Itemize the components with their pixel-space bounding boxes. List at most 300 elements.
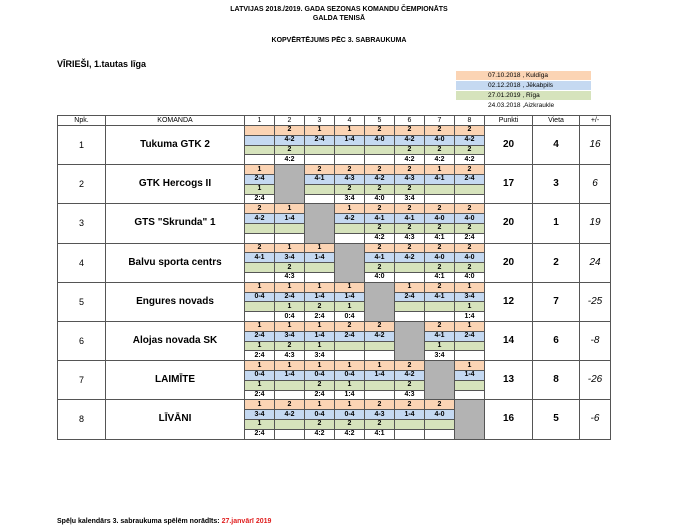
match-cell (245, 145, 275, 155)
column-header: 6 (395, 116, 425, 126)
match-cell: 1 (305, 126, 335, 136)
team-points: 16 (485, 400, 533, 439)
match-cell (245, 233, 275, 243)
match-cell: 1-4 (305, 292, 335, 302)
self-match-cell (425, 361, 455, 400)
match-cell (305, 155, 335, 165)
match-cell: 0-4 (335, 410, 365, 420)
match-cell: 4-2 (335, 214, 365, 224)
match-cell: 3:4 (425, 351, 455, 361)
league-label: VĪRIEŠI, 1.tautas līga (57, 59, 147, 69)
match-cell: 1 (395, 282, 425, 292)
championship-title: LATVIJAS 2018./2019. GADA SEZONAS KOMANDU ČEMPIONĀTS (230, 6, 448, 13)
match-cell: 1 (455, 321, 485, 331)
match-cell: 3-4 (455, 292, 485, 302)
match-cell: 2 (365, 126, 395, 136)
match-cell (365, 155, 395, 165)
match-cell: 1 (335, 126, 365, 136)
match-cell: 2 (395, 243, 425, 253)
match-cell: 2 (425, 400, 455, 410)
match-cell: 0-4 (305, 370, 335, 380)
match-cell: 1 (455, 302, 485, 312)
match-cell: 0:4 (335, 312, 365, 322)
match-cell (365, 380, 395, 390)
match-cell: 1-4 (305, 253, 335, 263)
match-cell (305, 184, 335, 194)
match-cell: 4-3 (395, 174, 425, 184)
match-cell: 4:2 (275, 155, 305, 165)
team-diff: 6 (580, 165, 611, 204)
team-diff: 16 (580, 126, 611, 165)
match-cell: 3-4 (275, 331, 305, 341)
match-cell: 0-4 (305, 410, 335, 420)
match-cell (245, 223, 275, 233)
match-cell: 4-1 (365, 214, 395, 224)
match-cell: 2 (455, 223, 485, 233)
match-cell (455, 390, 485, 400)
team-points: 14 (485, 321, 533, 360)
match-cell: 2 (395, 145, 425, 155)
match-cell (275, 429, 305, 439)
match-cell (305, 272, 335, 282)
match-cell: 1 (335, 302, 365, 312)
team-place: 1 (533, 204, 580, 243)
match-cell: 2:4 (245, 390, 275, 400)
team-number: 4 (58, 243, 106, 282)
match-cell: 4:2 (335, 429, 365, 439)
team-place: 6 (533, 321, 580, 360)
match-cell (425, 302, 455, 312)
self-match-cell (455, 400, 485, 439)
match-cell: 4-2 (365, 174, 395, 184)
self-match-cell (305, 204, 335, 243)
match-cell: 4-2 (455, 135, 485, 145)
column-header: 2 (275, 116, 305, 126)
legend-item-aizkraukle: 24.03.2018 ,Aizkraukle (456, 101, 592, 111)
team-number: 3 (58, 204, 106, 243)
match-cell (365, 390, 395, 400)
team-name: Tukuma GTK 2 (106, 126, 245, 165)
match-cell (395, 419, 425, 429)
match-cell (245, 272, 275, 282)
match-cell: 2 (365, 321, 395, 331)
match-cell: 2 (275, 341, 305, 351)
match-cell: 1-4 (305, 331, 335, 341)
match-cell: 4-1 (365, 253, 395, 263)
match-cell: 4:1 (425, 272, 455, 282)
match-cell: 1:4 (335, 390, 365, 400)
match-cell: 2 (425, 282, 455, 292)
match-cell: 2 (275, 126, 305, 136)
match-cell: 2 (305, 380, 335, 390)
match-cell: 4-0 (425, 253, 455, 263)
match-cell: 1 (335, 282, 365, 292)
match-cell: 1 (245, 419, 275, 429)
match-cell: 2 (395, 184, 425, 194)
match-cell (425, 184, 455, 194)
column-header: 3 (305, 116, 335, 126)
match-cell: 2 (365, 243, 395, 253)
legend-item-jekabpils: 02.12.2018 , Jēkabpils (456, 81, 592, 91)
match-cell: 1 (305, 400, 335, 410)
match-cell: 4-0 (425, 214, 455, 224)
column-header: Npk. (58, 116, 106, 126)
column-header: 7 (425, 116, 455, 126)
team-name: LĪVĀNI (106, 400, 245, 439)
legend-item-kuldiga: 07.10.2018 , Kuldīga (456, 71, 592, 81)
footer-date: 27.janvārī 2019 (221, 518, 272, 525)
match-cell: 1 (305, 341, 335, 351)
match-cell: 1-4 (275, 214, 305, 224)
match-cell (335, 341, 365, 351)
match-cell: 1 (305, 361, 335, 371)
match-cell: 4-1 (395, 214, 425, 224)
team-points: 20 (485, 204, 533, 243)
match-cell: 2 (335, 321, 365, 331)
match-cell: 4:3 (395, 390, 425, 400)
column-header: +/- (580, 116, 611, 126)
match-cell: 4:0 (365, 272, 395, 282)
match-cell: 2 (245, 243, 275, 253)
match-cell: 2 (455, 204, 485, 214)
team-number: 2 (58, 165, 106, 204)
match-cell: 2 (425, 223, 455, 233)
self-match-cell (395, 321, 425, 360)
match-cell (365, 145, 395, 155)
match-cell: 4:0 (455, 272, 485, 282)
table-row (58, 282, 611, 292)
match-cell: 2-4 (245, 331, 275, 341)
match-cell: 1-4 (455, 370, 485, 380)
match-cell: 1 (275, 321, 305, 331)
team-place: 2 (533, 243, 580, 282)
match-cell: 1 (305, 282, 335, 292)
match-cell: 1 (245, 282, 275, 292)
match-cell: 1 (335, 361, 365, 371)
team-place: 7 (533, 282, 580, 321)
team-number: 5 (58, 282, 106, 321)
match-cell: 1 (275, 243, 305, 253)
match-cell: 2:4 (305, 390, 335, 400)
match-cell: 2-4 (305, 135, 335, 145)
column-header: Vieta (533, 116, 580, 126)
team-number: 6 (58, 321, 106, 360)
table-row (58, 126, 611, 136)
match-cell (395, 302, 425, 312)
team-name: GTS "Skrunda" 1 (106, 204, 245, 243)
match-cell: 2:4 (245, 351, 275, 361)
match-cell: 1 (275, 361, 305, 371)
match-cell: 2 (455, 263, 485, 273)
match-cell: 2 (455, 243, 485, 253)
match-cell: 1 (425, 341, 455, 351)
match-cell: 4-2 (245, 214, 275, 224)
match-cell (245, 263, 275, 273)
match-cell: 2 (335, 165, 365, 175)
match-cell: 2:4 (305, 312, 335, 322)
match-cell (365, 351, 395, 361)
match-cell: 4-2 (395, 253, 425, 263)
match-cell: 2-4 (455, 331, 485, 341)
match-cell: 3-4 (245, 410, 275, 420)
header-row (58, 116, 611, 126)
match-cell: 4:0 (365, 194, 395, 204)
match-cell: 1 (245, 165, 275, 175)
match-cell (245, 312, 275, 322)
match-cell: 1 (335, 400, 365, 410)
match-cell (365, 341, 395, 351)
match-cell (335, 155, 365, 165)
match-cell: 2 (305, 419, 335, 429)
match-cell: 2-4 (335, 331, 365, 341)
team-place: 5 (533, 400, 580, 439)
match-cell: 2 (365, 204, 395, 214)
table-row (58, 321, 611, 331)
match-cell: 2 (365, 419, 395, 429)
match-cell: 2 (305, 302, 335, 312)
match-cell: 0-4 (245, 370, 275, 380)
team-diff: -8 (580, 321, 611, 360)
table-row (58, 361, 611, 371)
match-cell: 4-1 (425, 292, 455, 302)
match-cell: 2 (455, 145, 485, 155)
match-cell: 0-4 (335, 370, 365, 380)
match-cell: 2 (425, 263, 455, 273)
match-cell: 2-4 (245, 174, 275, 184)
self-match-cell (275, 165, 305, 204)
match-cell: 4:3 (275, 351, 305, 361)
match-cell: 4-3 (365, 410, 395, 420)
match-cell: 4-1 (425, 331, 455, 341)
match-cell: 2-4 (395, 292, 425, 302)
match-cell (395, 429, 425, 439)
match-cell: 3:4 (395, 194, 425, 204)
match-cell (335, 351, 365, 361)
match-cell: 1 (305, 321, 335, 331)
team-points: 20 (485, 126, 533, 165)
match-cell (305, 194, 335, 204)
match-cell: 1 (275, 302, 305, 312)
team-points: 20 (485, 243, 533, 282)
team-name: Alojas novada SK (106, 321, 245, 360)
team-place: 3 (533, 165, 580, 204)
venue-legend (455, 70, 592, 111)
team-diff: 24 (580, 243, 611, 282)
match-cell: 1 (365, 361, 395, 371)
table-row (58, 165, 611, 175)
team-points: 12 (485, 282, 533, 321)
match-cell: 2 (395, 204, 425, 214)
match-cell: 4:1 (425, 233, 455, 243)
match-cell: 1 (245, 321, 275, 331)
match-cell: 1-4 (275, 370, 305, 380)
match-cell: 2:4 (245, 194, 275, 204)
match-cell (245, 155, 275, 165)
team-diff: -26 (580, 361, 611, 400)
match-cell (335, 223, 365, 233)
match-cell: 2 (275, 145, 305, 155)
team-diff: 19 (580, 204, 611, 243)
match-cell: 4-3 (335, 174, 365, 184)
match-cell: 2 (365, 223, 395, 233)
team-number: 1 (58, 126, 106, 165)
match-cell: 4-0 (425, 410, 455, 420)
team-place: 4 (533, 126, 580, 165)
match-cell (425, 312, 455, 322)
match-cell (335, 233, 365, 243)
match-cell: 2 (455, 126, 485, 136)
match-cell: 1:4 (455, 312, 485, 322)
match-cell: 1 (245, 341, 275, 351)
match-cell (275, 380, 305, 390)
match-cell: 4-0 (455, 253, 485, 263)
match-cell: 2 (425, 145, 455, 155)
match-cell: 1 (275, 204, 305, 214)
match-cell: 2 (455, 165, 485, 175)
standings-title: KOPVĒRTĒJUMS PĒC 3. SABRAUKUMA (271, 37, 407, 44)
match-cell: 1-4 (365, 370, 395, 380)
match-cell: 2 (275, 400, 305, 410)
match-cell: 2 (395, 361, 425, 371)
match-cell: 3:4 (305, 351, 335, 361)
match-cell: 1-4 (335, 292, 365, 302)
match-cell: 4-1 (425, 174, 455, 184)
match-cell: 4-0 (365, 135, 395, 145)
match-cell: 2-4 (455, 174, 485, 184)
championship-subtitle: GALDA TENISĀ (312, 15, 366, 22)
team-points: 17 (485, 165, 533, 204)
match-cell: 4-2 (365, 331, 395, 341)
match-cell (275, 233, 305, 243)
match-cell: 0:4 (275, 312, 305, 322)
standings-table (57, 115, 611, 440)
match-cell (425, 194, 455, 204)
match-cell: 2 (365, 400, 395, 410)
team-name: Balvu sporta centrs (106, 243, 245, 282)
match-cell: 2 (275, 263, 305, 273)
team-name: LAIMĪTE (106, 361, 245, 400)
match-cell (275, 390, 305, 400)
column-header: Punkti (485, 116, 533, 126)
footer-text: Spēļu kalendārs 3. sabraukuma spēlēm norādīts: (57, 518, 220, 525)
match-cell: 1-4 (335, 135, 365, 145)
column-header: 5 (365, 116, 395, 126)
match-cell (455, 351, 485, 361)
match-cell (425, 429, 455, 439)
column-header: KOMANDA (106, 116, 245, 126)
match-cell: 2 (395, 223, 425, 233)
match-cell: 2 (425, 204, 455, 214)
match-cell: 4-0 (425, 135, 455, 145)
match-cell: 1 (425, 165, 455, 175)
match-cell: 4-2 (275, 410, 305, 420)
match-cell: 4-2 (395, 135, 425, 145)
match-cell: 2 (395, 400, 425, 410)
match-cell: 1 (245, 361, 275, 371)
match-cell: 3:4 (335, 194, 365, 204)
match-cell (395, 263, 425, 273)
match-cell (395, 272, 425, 282)
match-cell: 1 (335, 204, 365, 214)
match-cell (455, 380, 485, 390)
match-cell: 1 (245, 184, 275, 194)
table-row (58, 400, 611, 410)
match-cell: 3-4 (275, 253, 305, 263)
match-cell: 2 (305, 165, 335, 175)
self-match-cell (365, 282, 395, 321)
match-cell: 1 (335, 380, 365, 390)
match-cell: 1 (455, 361, 485, 371)
table-row (58, 204, 611, 214)
match-cell (395, 312, 425, 322)
team-diff: -6 (580, 400, 611, 439)
match-cell: 4:3 (395, 233, 425, 243)
match-cell: 2 (425, 243, 455, 253)
match-cell: 4-2 (395, 370, 425, 380)
match-cell: 2 (245, 204, 275, 214)
match-cell (455, 184, 485, 194)
match-cell: 4:3 (275, 272, 305, 282)
match-cell: 1 (455, 282, 485, 292)
column-header: 4 (335, 116, 365, 126)
match-cell: 2:4 (245, 429, 275, 439)
match-cell (425, 419, 455, 429)
self-match-cell (335, 243, 365, 282)
team-points: 13 (485, 361, 533, 400)
match-cell: 2 (425, 321, 455, 331)
match-cell (305, 145, 335, 155)
match-cell: 2 (395, 126, 425, 136)
legend-item-riga: 27.01.2019 , Rīga (456, 91, 592, 101)
match-cell: 1 (305, 243, 335, 253)
team-name: Engures novads (106, 282, 245, 321)
match-cell: 4:2 (365, 233, 395, 243)
match-cell: 1 (245, 400, 275, 410)
match-cell: 4-1 (245, 253, 275, 263)
match-cell (455, 341, 485, 351)
match-cell: 2:4 (455, 233, 485, 243)
team-diff: -25 (580, 282, 611, 321)
column-header: 8 (455, 116, 485, 126)
match-cell: 4:2 (305, 429, 335, 439)
match-cell (455, 194, 485, 204)
match-cell (275, 223, 305, 233)
match-cell: 1 (245, 380, 275, 390)
match-cell: 2 (365, 184, 395, 194)
match-cell: 4:1 (365, 429, 395, 439)
match-cell: 4:2 (455, 155, 485, 165)
team-name: GTK Hercogs II (106, 165, 245, 204)
team-number: 7 (58, 361, 106, 400)
match-cell: 1-4 (395, 410, 425, 420)
match-cell: 2-4 (275, 292, 305, 302)
match-cell: 1 (275, 282, 305, 292)
match-cell: 2 (365, 165, 395, 175)
match-cell (245, 135, 275, 145)
match-cell (275, 419, 305, 429)
table-row (58, 243, 611, 253)
match-cell: 0-4 (245, 292, 275, 302)
match-cell: 4:2 (425, 155, 455, 165)
match-cell: 4-1 (305, 174, 335, 184)
column-header: 1 (245, 116, 275, 126)
match-cell: 4:2 (395, 155, 425, 165)
match-cell: 2 (425, 126, 455, 136)
match-cell (305, 263, 335, 273)
team-number: 8 (58, 400, 106, 439)
match-cell: 2 (335, 184, 365, 194)
match-cell: 2 (395, 165, 425, 175)
